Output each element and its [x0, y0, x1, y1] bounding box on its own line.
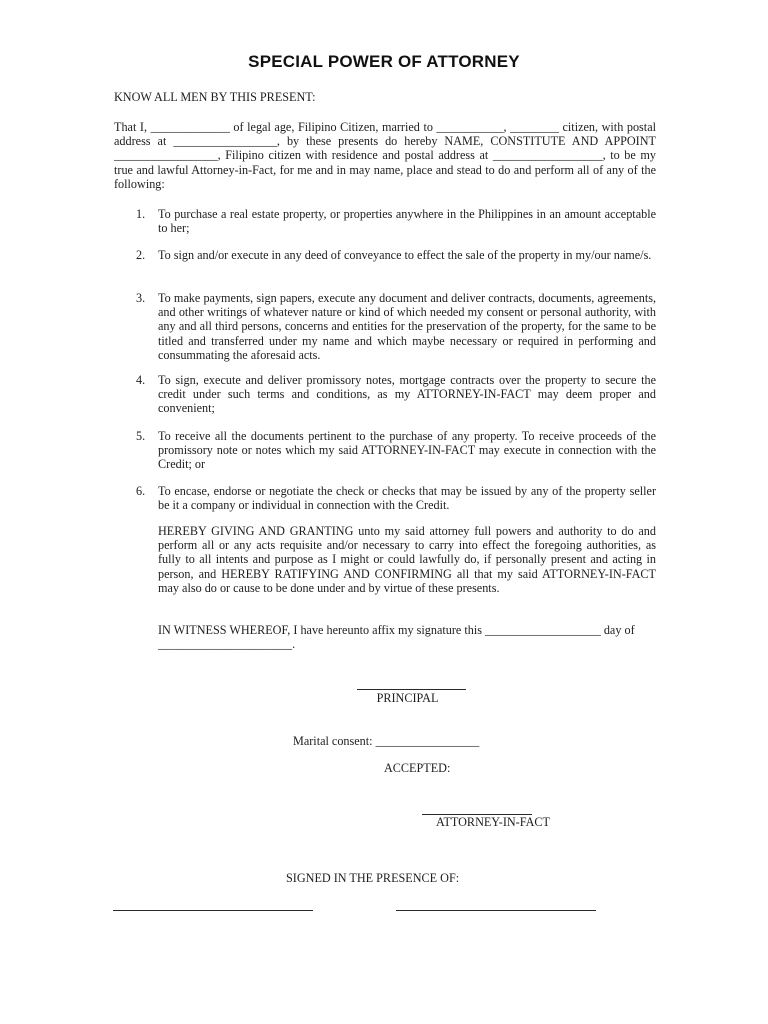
list-item-text: To purchase a real estate property, or properties anywhere in the Philippines in an amount acceptable to her; [158, 207, 656, 236]
list-item-text: To encase, endorse or negotiate the check or checks that may be issued by any of the property seller be it a company or individual in connection with the Credit. [158, 484, 656, 513]
list-item-number: 2. [136, 248, 146, 262]
witness-paragraph: IN WITNESS WHEREOF, I have hereunto affix my signature this ___________________ day of ______________________. [158, 623, 635, 652]
list-item-number: 5. [136, 429, 146, 443]
list-item-number: 3. [136, 291, 146, 305]
list-item-number: 4. [136, 373, 146, 387]
list-item-number: 1. [136, 207, 146, 221]
list-item [136, 207, 656, 235]
list-item-text: To make payments, sign papers, execute any document and deliver contracts, documents, agreements, and other writings of whatever nature or kind of which needed my consent or personal authority, with any and all third persons, concerns and entities for the preservation of the property, for the same to be titled and transferred under my name and which maybe necessary or required in performing and consummating the aforesaid acts. [158, 291, 656, 362]
marital-consent: Marital consent: _________________ [293, 734, 480, 748]
witness-signature-line [113, 910, 313, 911]
granting-paragraph: HEREBY GIVING AND GRANTING unto my said attorney full powers and authority to do and perform all or any acts requisite and/or necessary to carry into effect the foregoing authorities, as fully to all intents and purpose as I might or could lawfully do, if personally present and acting in person, and HEREBY RATIFYING AND CONFIRMING all that my said ATTORNEY-IN-FACT may also do or cause to be done under and by virtue of these presents. [158, 524, 656, 595]
list-item [136, 291, 656, 362]
principal-signature-line [357, 689, 466, 690]
witness-signature-line [396, 910, 596, 911]
list-item-number: 6. [136, 484, 146, 498]
salutation: KNOW ALL MEN BY THIS PRESENT: [114, 90, 316, 104]
presence-label: SIGNED IN THE PRESENCE OF: [286, 871, 460, 885]
list-item [136, 373, 656, 416]
list-item-text: To sign, execute and deliver promissory notes, mortgage contracts over the property to secure the credit under such terms and conditions, as my ATTORNEY-IN-FACT may deem proper and convenient; [158, 373, 656, 416]
list-item [136, 484, 656, 512]
attorney-label: ATTORNEY-IN-FACT [436, 815, 550, 829]
list-item-text: To receive all the documents pertinent to the purchase of any property. To receive proceeds of the promissory note or notes which my said ATTORNEY-IN-FACT may execute in connection with the Credit; or [158, 429, 656, 472]
list-item [136, 429, 656, 472]
accepted-label: ACCEPTED: [384, 761, 451, 775]
list-item-text: To sign and/or execute in any deed of conveyance to effect the sale of the property in my/our name/s. [158, 248, 652, 262]
principal-label: PRINCIPAL [376, 691, 439, 705]
intro-paragraph: That I, _____________ of legal age, Filipino Citizen, married to ___________, ________ citizen, with postal address at _________________, by these presents do hereby NAME, CONSTITUTE AND APPOINT _________________, Filipino citizen with residence and postal address at __________________, to be my true and lawful Attorney-in-Fact, for me and in may name, place and stead to do and perform all of any of the following: [114, 120, 656, 191]
document-title: SPECIAL POWER OF ATTORNEY [248, 52, 520, 71]
list-item [136, 248, 656, 262]
